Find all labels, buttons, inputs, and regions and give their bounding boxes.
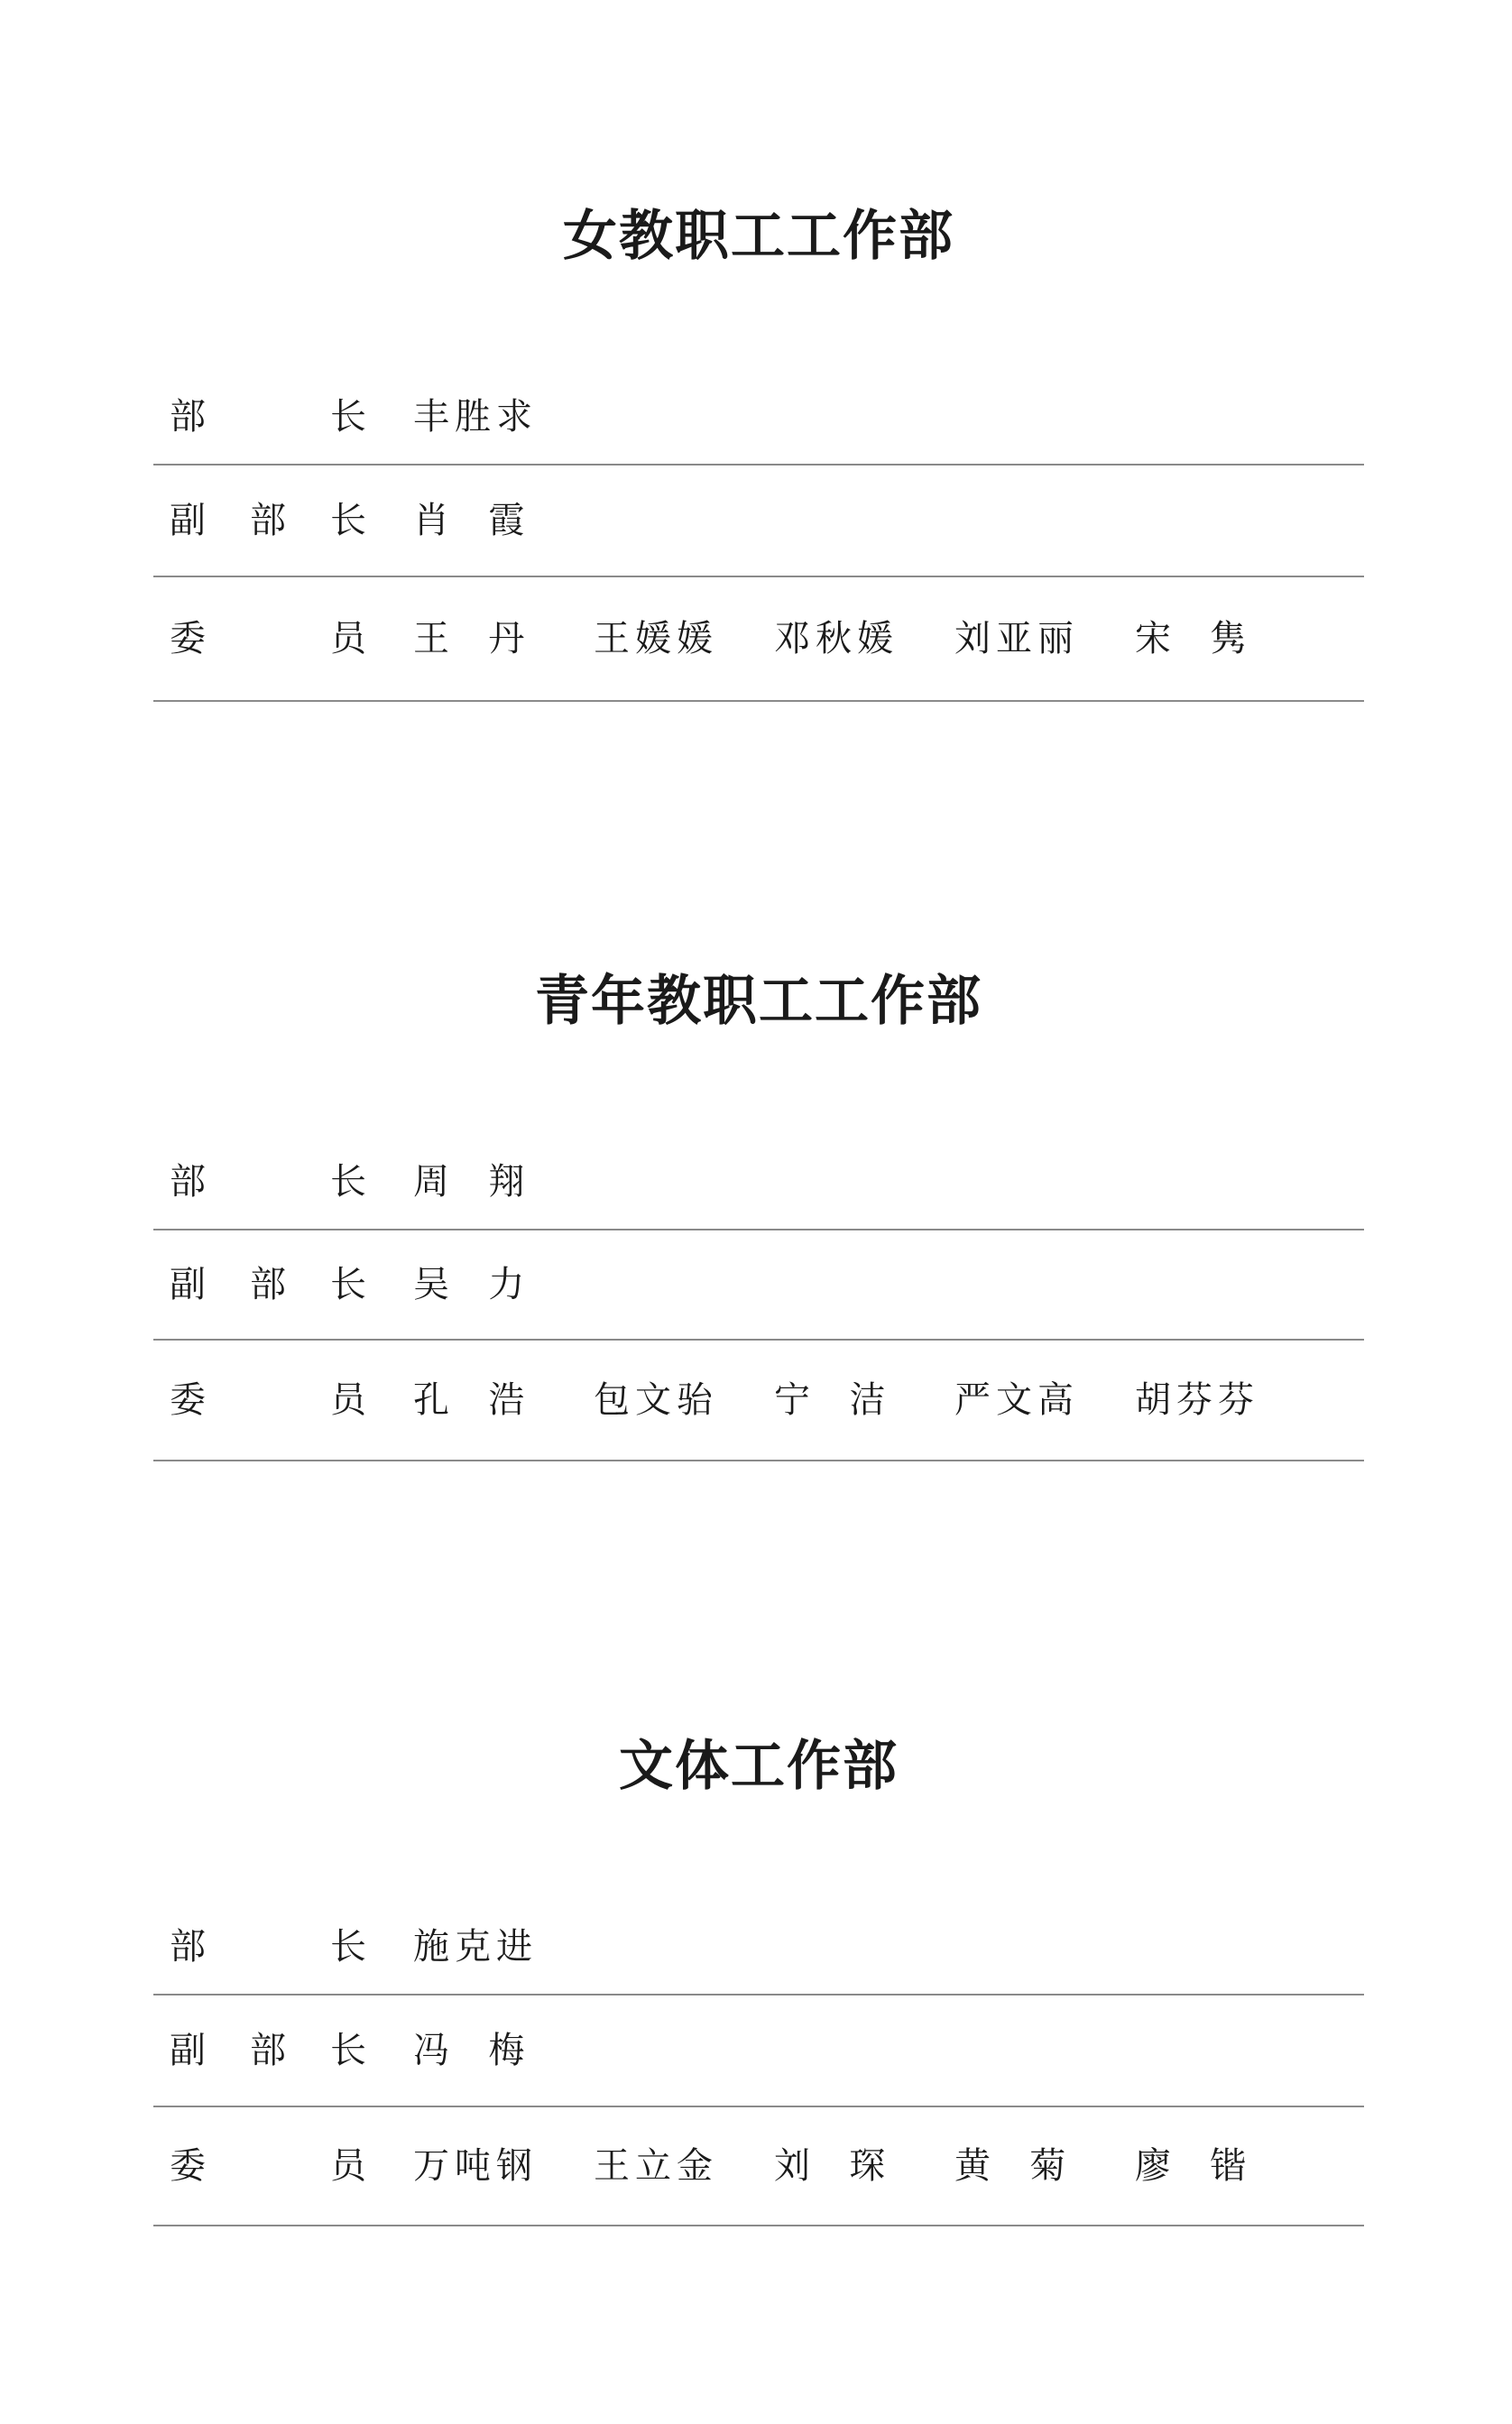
role-char: 长 — [330, 1264, 366, 1305]
member-names — [413, 1341, 1315, 1460]
member-names — [413, 370, 594, 464]
member-names — [413, 1995, 594, 2106]
member-name: 严文高 — [954, 1379, 1079, 1421]
section-title: 青年教职工工作部 — [535, 970, 982, 1033]
role-label — [170, 1900, 410, 1994]
member-name: 施克进 — [413, 1926, 538, 1968]
member-names — [413, 465, 594, 576]
role-char: 长 — [330, 1161, 366, 1203]
role-char: 员 — [330, 1379, 366, 1421]
member-names — [413, 1135, 594, 1229]
member-name: 万吨钢 — [413, 2145, 538, 2187]
role-label — [170, 2107, 410, 2225]
member-names — [413, 577, 1315, 700]
member-name: 王 丹 — [413, 618, 530, 659]
role-char: 员 — [330, 2145, 366, 2187]
role-char: 委 — [170, 2145, 206, 2187]
member-name: 孔 浩 — [413, 1379, 530, 1421]
member-name: 丰胜求 — [413, 396, 538, 438]
member-names — [413, 2107, 1315, 2225]
role-label — [170, 577, 410, 700]
role-label — [170, 1341, 410, 1460]
member-name: 肖 霞 — [413, 500, 530, 541]
row-deputy-director — [153, 465, 1364, 577]
role-char: 长 — [330, 396, 366, 438]
role-char: 长 — [330, 500, 366, 541]
role-char: 副 — [170, 2030, 206, 2071]
role-label — [170, 465, 410, 576]
member-name: 黄 菊 — [954, 2145, 1072, 2187]
member-name: 王立金 — [594, 2145, 718, 2187]
member-name: 王媛媛 — [594, 618, 718, 659]
member-name: 宋 隽 — [1135, 618, 1252, 659]
member-names — [413, 1900, 594, 1994]
role-label — [170, 1230, 410, 1339]
member-name: 胡芬芬 — [1135, 1379, 1259, 1421]
row-director — [153, 1135, 1364, 1230]
role-char: 委 — [170, 618, 206, 659]
row-director — [153, 1900, 1364, 1995]
member-name: 刘亚丽 — [954, 618, 1079, 659]
row-deputy-director — [153, 1230, 1364, 1341]
role-label — [170, 370, 410, 464]
member-name: 包文骀 — [594, 1379, 718, 1421]
row-members — [153, 1341, 1364, 1461]
row-deputy-director — [153, 1995, 1364, 2107]
role-char: 委 — [170, 1379, 206, 1421]
row-members — [153, 2107, 1364, 2226]
member-name: 冯 梅 — [413, 2030, 530, 2071]
member-name: 宁 洁 — [774, 1379, 891, 1421]
row-members — [153, 577, 1364, 702]
role-char: 长 — [330, 1926, 366, 1968]
role-char: 副 — [170, 500, 206, 541]
member-name: 刘 琛 — [774, 2145, 891, 2187]
member-name: 廖 锴 — [1135, 2145, 1252, 2187]
role-char: 部 — [170, 1161, 206, 1203]
role-label — [170, 1995, 410, 2106]
role-char: 长 — [330, 2030, 366, 2071]
role-label — [170, 1135, 410, 1229]
role-char: 部 — [250, 500, 286, 541]
member-name: 周 翔 — [413, 1161, 530, 1203]
member-name: 邓秋媛 — [774, 618, 899, 659]
role-char: 部 — [250, 1264, 286, 1305]
role-char: 员 — [330, 618, 366, 659]
role-char: 部 — [170, 396, 206, 438]
section-title: 女教职工工作部 — [563, 205, 954, 268]
role-char: 部 — [250, 2030, 286, 2071]
member-name: 吴 力 — [413, 1264, 530, 1305]
member-names — [413, 1230, 594, 1339]
role-char: 部 — [170, 1926, 206, 1968]
row-director — [153, 370, 1364, 465]
section-title: 文体工作部 — [619, 1735, 899, 1798]
role-char: 副 — [170, 1264, 206, 1305]
